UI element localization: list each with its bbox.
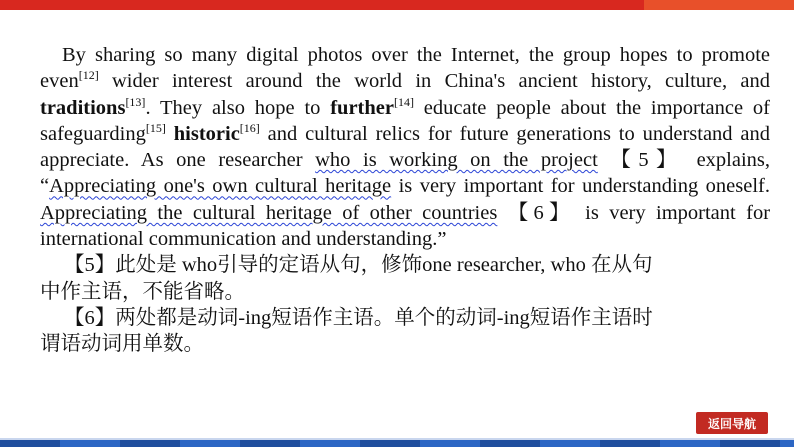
- note-5-line2: 中作主语，不能省略。: [40, 280, 245, 303]
- passage-text: is very important for understanding oneself.: [391, 175, 770, 198]
- note-6-line1: 【6】两处都是动词-ing短语作主语。单个的动词-ing短语作主语时: [64, 306, 653, 329]
- ref-16: [16]: [239, 121, 260, 136]
- back-to-nav-button[interactable]: 返回导航: [696, 412, 768, 434]
- bold-word-traditions: traditions: [40, 96, 126, 119]
- note-5-line1: 【5】此处是 who引导的定语从句，修饰one researcher, who 在从句: [64, 254, 653, 277]
- passage-text: is very important for international communication and understanding.”: [40, 201, 771, 251]
- passage-text: . They also hope to: [145, 96, 331, 119]
- note-6-line2: 谓语动词用单数。: [40, 333, 204, 356]
- bottom-accent-strip: [0, 440, 794, 447]
- blank-marker-6: 【6】: [507, 201, 575, 224]
- passage-text: explains, “: [40, 149, 771, 198]
- passage-text: [166, 123, 174, 145]
- ref-14: [14]: [393, 94, 414, 109]
- underlined-phrase-other-heritage: Appreciating the cultural heritage of other countries: [40, 201, 498, 224]
- reading-passage: [40, 42, 770, 252]
- passage-text: By sharing so many digital photos over the Internet, the group hopes to promote even: [40, 44, 770, 93]
- slide-content: [40, 42, 770, 358]
- passage-text: wider interest around the world in China's ancient history, culture, and: [98, 70, 770, 93]
- bold-word-further: further: [330, 96, 394, 119]
- ref-12: [12]: [78, 68, 99, 83]
- passage-text: educate people about the importance of safeguarding: [40, 96, 770, 145]
- underlined-phrase-own-heritage: Appreciating one's own cultural heritage: [49, 175, 392, 198]
- blank-marker-5: 【5】: [610, 149, 684, 172]
- ref-13: [13]: [125, 94, 146, 109]
- ref-15: [15]: [145, 121, 166, 136]
- bold-word-historic: historic: [173, 122, 240, 145]
- underlined-clause-who: who is working on the project: [315, 149, 598, 172]
- passage-text: and cultural relics for future generations to understand and appreciate. As one researcher: [40, 122, 770, 172]
- top-accent-bar-right: [644, 0, 794, 10]
